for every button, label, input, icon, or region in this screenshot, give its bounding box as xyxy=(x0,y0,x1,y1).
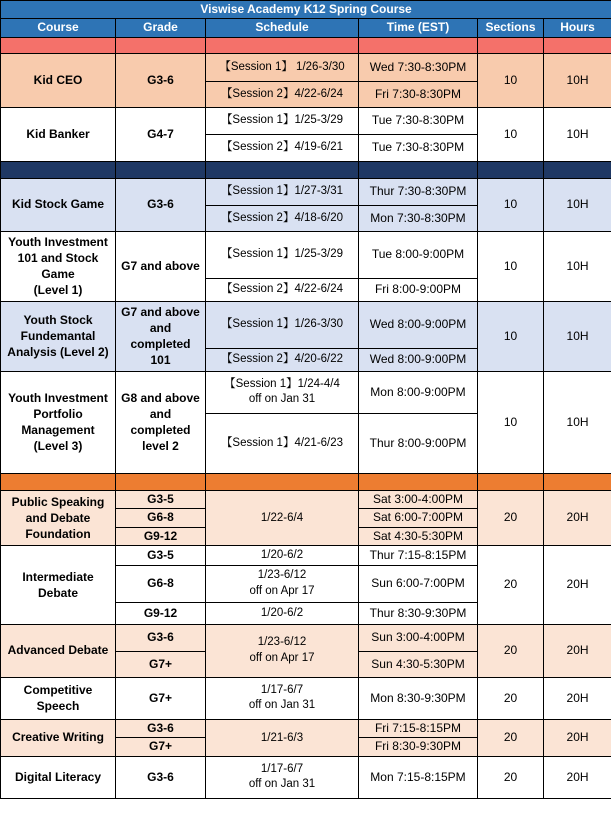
grade-line: completed xyxy=(130,423,191,438)
schedule-cell: 【Session 1】1/27-3/31 xyxy=(206,178,359,205)
schedule-cell xyxy=(206,756,359,798)
hours-cell: 20H xyxy=(544,677,611,719)
grade-cell xyxy=(116,301,206,371)
grade-cell: G3-6 xyxy=(116,756,206,798)
grade-cell: G7+ xyxy=(116,738,206,756)
time-cell: Wed 8:00-9:00PM xyxy=(359,348,478,371)
course-youth-investment-101 xyxy=(1,231,116,301)
sections-cell: 20 xyxy=(478,719,544,756)
hours-cell: 20H xyxy=(544,719,611,756)
grade-cell: G4-7 xyxy=(116,107,206,161)
course-advanced-debate: Advanced Debate xyxy=(1,624,116,677)
hours-cell: 10H xyxy=(544,107,611,161)
hours-cell: 10H xyxy=(544,231,611,301)
sections-cell: 20 xyxy=(478,677,544,719)
time-cell: Wed 7:30-8:30PM xyxy=(359,53,478,81)
time-cell: Sat 3:00-4:00PM xyxy=(359,490,478,508)
time-cell: Thur 7:15-8:15PM xyxy=(359,545,478,565)
course-line: (Level 3) xyxy=(33,439,83,454)
schedule-line: off on Apr 17 xyxy=(249,584,315,597)
course-line: Fundemantal xyxy=(20,329,96,344)
course-intermediate-debate xyxy=(1,545,116,624)
grade-cell: G3-6 xyxy=(116,624,206,651)
schedule-cell: 【Session 1】1/26-3/30 xyxy=(206,301,359,348)
schedule-cell xyxy=(206,371,359,413)
sections-cell: 20 xyxy=(478,624,544,677)
course-youth-portfolio-management xyxy=(1,371,116,473)
schedule-cell: 【Session 2】4/18-6/20 xyxy=(206,205,359,231)
header-grade: Grade xyxy=(116,19,206,37)
course-line: Analysis (Level 2) xyxy=(7,345,109,360)
grade-cell: G6-8 xyxy=(116,509,206,527)
schedule-cell: 【Session 2】4/22-6/24 xyxy=(206,81,359,107)
hours-cell: 10H xyxy=(544,53,611,107)
table-title: Viswise Academy K12 Spring Course xyxy=(1,1,611,19)
schedule-line: 【Session 1】1/24-4/4 xyxy=(224,377,340,390)
course-line: Youth Investment xyxy=(8,234,108,249)
hours-cell: 10H xyxy=(544,301,611,371)
sections-cell: 10 xyxy=(478,107,544,161)
time-cell: Fri 8:00-9:00PM xyxy=(359,278,478,301)
sections-cell: 10 xyxy=(478,301,544,371)
schedule-cell: 1/22-6/4 xyxy=(206,490,359,545)
course-line: Youth Stock xyxy=(23,313,93,327)
schedule-line: off on Jan 31 xyxy=(248,393,316,406)
schedule-cell: 【Session 1】1/25-3/29 xyxy=(206,107,359,134)
grade-cell: G3-6 xyxy=(116,178,206,231)
time-cell: Mon 8:30-9:30PM xyxy=(359,677,478,719)
header-time: Time (EST) xyxy=(359,19,478,37)
grade-line: and xyxy=(149,407,172,422)
schedule-line: 1/17-6/7 xyxy=(260,762,304,775)
table-row xyxy=(1,490,611,508)
time-cell: Fri 7:30-8:30PM xyxy=(359,81,478,107)
schedule-line: off on Jan 31 xyxy=(248,699,316,712)
table-row xyxy=(1,545,611,565)
schedule-cell xyxy=(206,677,359,719)
schedule-cell: 1/20-6/2 xyxy=(206,602,359,624)
table-row xyxy=(1,107,611,134)
header-schedule: Schedule xyxy=(206,19,359,37)
course-line: Youth Investment xyxy=(8,390,108,405)
schedule-cell: 【Session 2】4/22-6/24 xyxy=(206,278,359,301)
table-row xyxy=(1,178,611,205)
course-line: Management xyxy=(21,423,95,438)
schedule-cell: 1/20-6/2 xyxy=(206,545,359,565)
time-cell: Sun 3:00-4:00PM xyxy=(359,624,478,651)
grade-line: and xyxy=(149,321,172,336)
course-creative-writing: Creative Writing xyxy=(1,719,116,756)
sections-cell: 20 xyxy=(478,545,544,624)
course-line: Competitive xyxy=(23,683,93,698)
time-cell: Tue 8:00-9:00PM xyxy=(359,231,478,278)
hours-cell: 20H xyxy=(544,545,611,624)
schedule-cell: 【Session 1】1/25-3/29 xyxy=(206,231,359,278)
course-line: Speech xyxy=(36,699,80,714)
schedule-line: off on Apr 17 xyxy=(249,651,315,664)
grade-cell: G3-6 xyxy=(116,53,206,107)
grade-cell: G7 and above xyxy=(116,231,206,301)
table-row xyxy=(1,756,611,798)
course-youth-stock-analysis xyxy=(1,301,116,371)
separator-red xyxy=(1,37,611,53)
schedule-cell xyxy=(206,565,359,602)
course-line: Foundation xyxy=(25,526,91,541)
grade-cell: G9-12 xyxy=(116,602,206,624)
course-line: 101 and Stock xyxy=(17,251,99,266)
course-line: and Debate xyxy=(25,510,91,525)
table-row xyxy=(1,371,611,413)
time-cell: Fri 7:15-8:15PM xyxy=(359,719,478,737)
time-cell: Sun 4:30-5:30PM xyxy=(359,651,478,677)
time-cell: Mon 8:00-9:00PM xyxy=(359,371,478,413)
time-cell: Fri 8:30-9:30PM xyxy=(359,738,478,756)
course-public-speaking xyxy=(1,490,116,545)
separator-navy xyxy=(1,161,611,178)
grade-cell xyxy=(116,371,206,473)
header-row xyxy=(1,19,611,37)
hours-cell: 20H xyxy=(544,624,611,677)
sections-cell: 20 xyxy=(478,490,544,545)
time-cell: Thur 7:30-8:30PM xyxy=(359,178,478,205)
time-cell: Thur 8:00-9:00PM xyxy=(359,413,478,473)
schedule-cell: 【Session 1】4/21-6/23 xyxy=(206,413,359,473)
sections-cell: 10 xyxy=(478,178,544,231)
sections-cell: 10 xyxy=(478,53,544,107)
table-row xyxy=(1,719,611,737)
course-line: Game xyxy=(41,267,75,282)
sections-cell: 10 xyxy=(478,371,544,473)
course-line: (Level 1) xyxy=(33,283,83,298)
time-cell: Mon 7:15-8:15PM xyxy=(359,756,478,798)
grade-cell: G3-5 xyxy=(116,545,206,565)
schedule-cell: 【Session 2】4/19-6/21 xyxy=(206,134,359,161)
schedule-cell xyxy=(206,624,359,677)
grade-cell: G6-8 xyxy=(116,565,206,602)
grade-line: level 2 xyxy=(142,439,179,454)
grade-cell: G3-5 xyxy=(116,490,206,508)
time-cell: Sat 6:00-7:00PM xyxy=(359,509,478,527)
course-kid-banker: Kid Banker xyxy=(1,107,116,161)
grade-line: G8 and above xyxy=(121,390,200,405)
schedule-cell: 1/21-6/3 xyxy=(206,719,359,756)
time-cell: Tue 7:30-8:30PM xyxy=(359,134,478,161)
course-line: Debate xyxy=(37,585,78,600)
grade-line: 101 xyxy=(150,353,171,368)
time-cell: Thur 8:30-9:30PM xyxy=(359,602,478,624)
time-cell: Sun 6:00-7:00PM xyxy=(359,565,478,602)
schedule-cell: 【Session 2】4/20-6/22 xyxy=(206,348,359,371)
table-row xyxy=(1,301,611,348)
table-row xyxy=(1,677,611,719)
table-row xyxy=(1,231,611,278)
hours-cell: 10H xyxy=(544,371,611,473)
schedule-line: 1/23-6/12 xyxy=(257,569,307,582)
time-cell: Sat 4:30-5:30PM xyxy=(359,527,478,545)
schedule-cell: 【Session 1】 1/26-3/30 xyxy=(206,53,359,81)
hours-cell: 20H xyxy=(544,490,611,545)
header-course: Course xyxy=(1,19,116,37)
time-cell: Mon 7:30-8:30PM xyxy=(359,205,478,231)
grade-cell: G7+ xyxy=(116,677,206,719)
schedule-line: 1/23-6/12 xyxy=(257,636,307,649)
hours-cell: 20H xyxy=(544,756,611,798)
course-kid-stock-game: Kid Stock Game xyxy=(1,178,116,231)
course-competitive-speech xyxy=(1,677,116,719)
grade-cell: G9-12 xyxy=(116,527,206,545)
table-row xyxy=(1,624,611,651)
schedule-line: off on Jan 31 xyxy=(248,778,316,791)
sections-cell: 20 xyxy=(478,756,544,798)
time-cell: Tue 7:30-8:30PM xyxy=(359,107,478,134)
grade-line: completed xyxy=(130,337,191,352)
table-row xyxy=(1,53,611,81)
course-line: Public Speaking xyxy=(11,494,105,509)
grade-cell: G7+ xyxy=(116,651,206,677)
sections-cell: 10 xyxy=(478,231,544,301)
course-digital-literacy: Digital Literacy xyxy=(1,756,116,798)
course-kid-ceo: Kid CEO xyxy=(1,53,116,107)
course-line: Intermediate xyxy=(22,569,94,584)
schedule-line: 1/17-6/7 xyxy=(260,683,304,696)
grade-line: G7 and above xyxy=(121,304,200,319)
grade-cell: G3-6 xyxy=(116,719,206,737)
time-cell: Wed 8:00-9:00PM xyxy=(359,301,478,348)
course-line: Portfolio xyxy=(33,407,83,422)
header-sections: Sections xyxy=(478,19,544,37)
hours-cell: 10H xyxy=(544,178,611,231)
header-hours: Hours xyxy=(544,19,611,37)
separator-orange xyxy=(1,473,611,490)
